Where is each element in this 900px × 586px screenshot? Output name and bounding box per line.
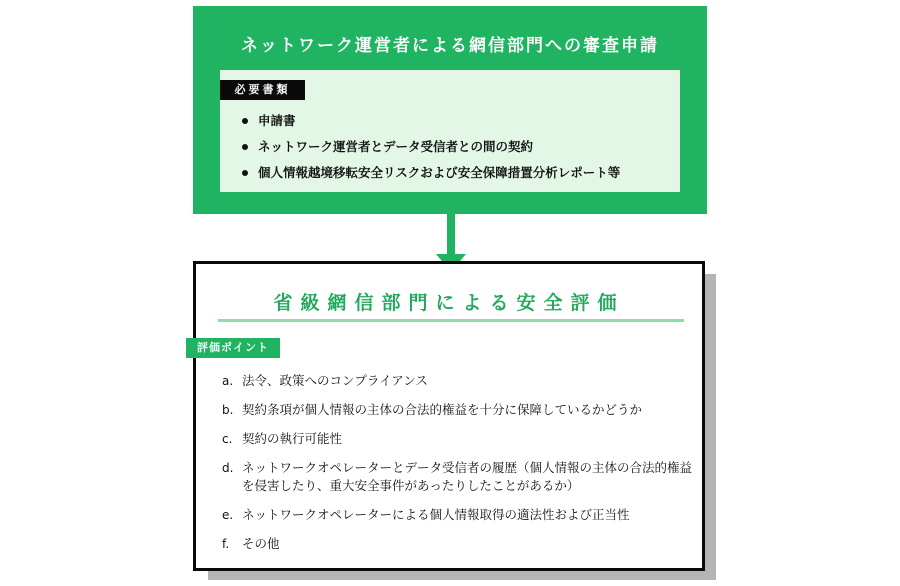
evaluation-point bbox=[222, 506, 698, 524]
document-item-label: 申請書 bbox=[258, 113, 296, 128]
evaluation-title: 省級網信部門による安全評価 bbox=[273, 292, 625, 314]
evaluation-box bbox=[193, 261, 705, 571]
point-text: その他 bbox=[242, 536, 280, 551]
point-text: 法令、政策へのコンプライアンス bbox=[242, 373, 428, 388]
bullet-icon bbox=[242, 170, 248, 176]
evaluation-points-tag: 評価ポイント bbox=[186, 338, 280, 358]
point-text: ネットワークオペレーターとデータ受信者の履歴（個人情報の主体の合法的権益を侵害したり、重大安全事件があったりしたことがあるか） bbox=[242, 460, 693, 493]
evaluation-point bbox=[222, 535, 698, 553]
point-marker: b. bbox=[222, 403, 234, 417]
application-box bbox=[193, 6, 707, 214]
point-marker: c. bbox=[222, 432, 233, 446]
point-marker: e. bbox=[222, 508, 234, 522]
document-item bbox=[240, 160, 620, 186]
evaluation-point bbox=[222, 459, 698, 495]
title-divider bbox=[218, 319, 684, 322]
evaluation-points-list bbox=[222, 372, 698, 564]
document-item bbox=[240, 108, 620, 134]
application-title: ネットワーク運営者による網信部門への審査申請 bbox=[241, 36, 659, 56]
point-text: 契約条項が個人情報の主体の合法的権益を十分に保障しているかどうか bbox=[242, 402, 643, 417]
point-marker: a. bbox=[222, 374, 234, 388]
bullet-icon bbox=[242, 144, 248, 150]
point-text: ネットワークオペレーターによる個人情報取得の適法性および正当性 bbox=[242, 507, 630, 522]
evaluation-point bbox=[222, 430, 698, 448]
point-marker: f. bbox=[222, 537, 230, 551]
document-item-label: ネットワーク運営者とデータ受信者との間の契約 bbox=[258, 139, 534, 154]
required-documents-panel bbox=[220, 70, 680, 192]
required-documents-list bbox=[240, 108, 620, 186]
document-item bbox=[240, 134, 620, 160]
document-item-label: 個人情報越境移転安全リスクおよび安全保障措置分析レポート等 bbox=[258, 165, 621, 180]
evaluation-point bbox=[222, 401, 698, 419]
evaluation-point bbox=[222, 372, 698, 390]
required-documents-tag: 必要書類 bbox=[220, 80, 305, 100]
point-text: 契約の執行可能性 bbox=[242, 431, 343, 446]
bullet-icon bbox=[242, 118, 248, 124]
point-marker: d. bbox=[222, 461, 234, 475]
